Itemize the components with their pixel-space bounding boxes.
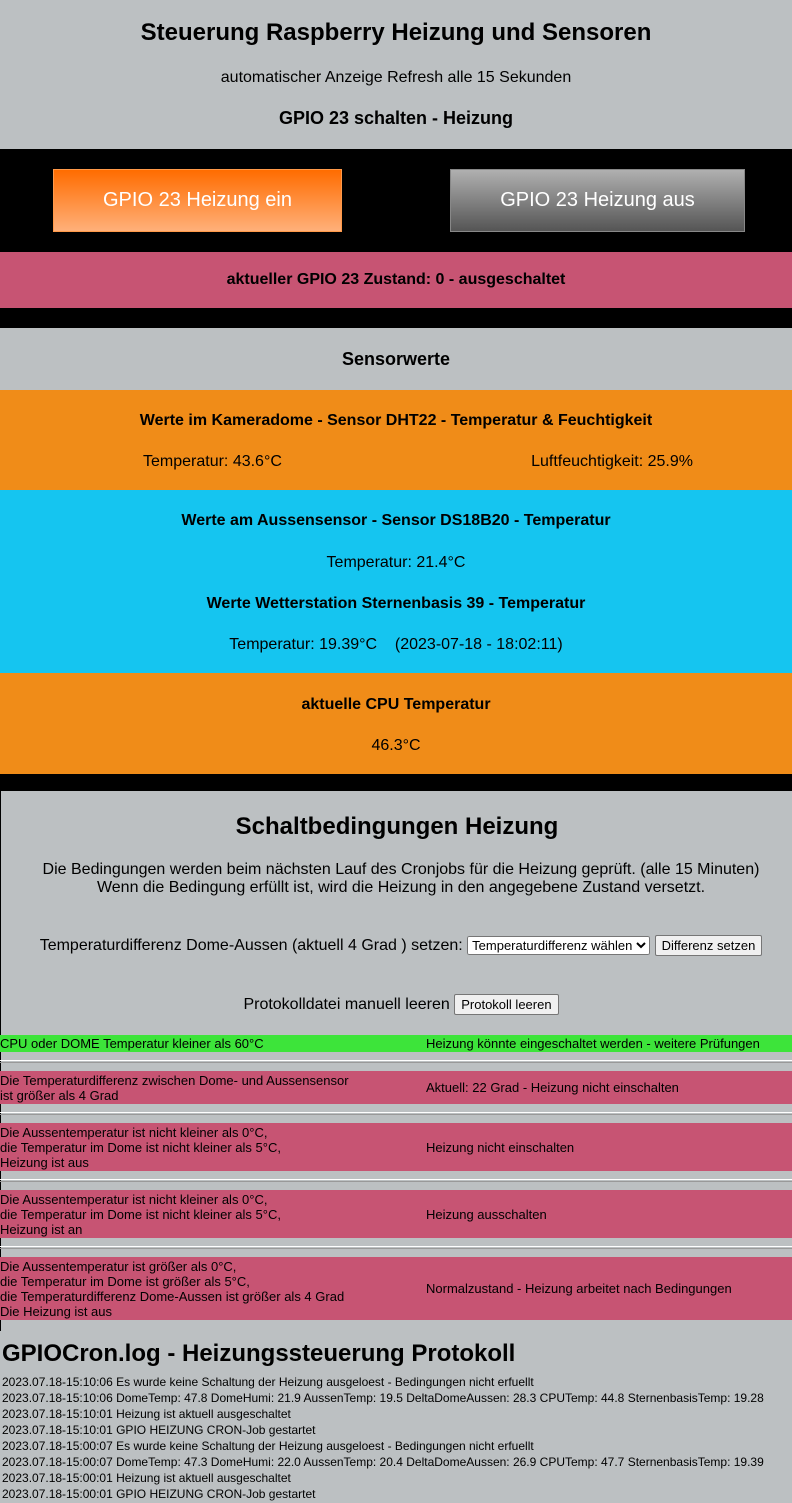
description-line: Wenn die Bedingung erfüllt ist, wird die Heizung in den angegebene Zustand versetzt. [96, 879, 706, 896]
log-line: 2023.07.18-15:00:07 Es wurde keine Schaltung der Heizung ausgeloest - Bedingungen nicht erfuellt [2, 1439, 534, 1453]
condition-text [0, 1259, 426, 1319]
station-title: Werte Wetterstation Sternenbasis 39 - Temperatur [206, 595, 586, 612]
page-title: Steuerung Raspberry Heizung und Sensoren [140, 19, 652, 46]
condition-text [0, 1192, 426, 1237]
dome-sensor-panel [0, 390, 792, 490]
condition-line: Heizung ist an [0, 1221, 83, 1237]
log-line: 2023.07.18-15:10:06 DomeTemp: 47.8 DomeHumi: 21.9 AussenTemp: 19.5 DeltaDomeAussen: 28.3 CPUTemp: 44.8 SternenbasisTemp: 19.28 [2, 1391, 764, 1405]
condition-row [0, 1035, 792, 1052]
condition-line: Die Heizung ist aus [0, 1303, 112, 1319]
dome-temperature: Temperatur: 43.6°C [143, 453, 282, 470]
condition-line: ist größer als 4 Grad [0, 1087, 119, 1103]
station-timestamp: (2023-07-18 - 18:02:11) [394, 636, 563, 653]
condition-line: Die Aussentemperatur ist nicht kleiner als 0°C, [0, 1191, 268, 1207]
outside-title: Werte am Aussensensor - Sensor DS18B20 - Temperatur [181, 512, 611, 529]
difference-select[interactable] [467, 936, 650, 955]
sensor-heading: Sensorwerte [0, 328, 792, 390]
dome-title: Werte im Kameradome - Sensor DHT22 - Temperatur & Feuchtigkeit [139, 412, 653, 429]
conditions-description [1, 861, 792, 897]
divider [0, 1060, 792, 1063]
condition-result: Heizung nicht einschalten [426, 1139, 575, 1155]
outside-sensor-panel [0, 490, 792, 673]
conditions-heading: Schaltbedingungen Heizung [235, 813, 559, 840]
condition-line: CPU oder DOME Temperatur kleiner als 60°C [0, 1036, 264, 1051]
log-line: 2023.07.18-15:10:01 Heizung ist aktuell ausgeschaltet [2, 1407, 291, 1421]
header [0, 0, 792, 149]
condition-line: Heizung ist aus [0, 1154, 89, 1170]
condition-line: die Temperatur im Dome ist größer als 5°C, [0, 1273, 250, 1289]
button-bar [0, 149, 792, 252]
condition-line: die Temperatur im Dome ist nicht kleiner als 5°C, [0, 1206, 281, 1222]
heating-off-button[interactable]: GPIO 23 Heizung aus [450, 169, 745, 232]
log-line: 2023.07.18-15:10:01 GPIO HEIZUNG CRON-Job gestartet [2, 1423, 316, 1437]
heating-on-button[interactable]: GPIO 23 Heizung ein [53, 169, 342, 232]
condition-result: Heizung könnte eingeschaltet werden - weitere Prüfungen [426, 1036, 760, 1051]
condition-result: Heizung ausschalten [426, 1206, 547, 1222]
difference-label: Temperaturdifferenz Dome-Aussen (aktuell 4 Grad ) setzen: [39, 937, 463, 954]
gpio-title: GPIO 23 schalten - Heizung [278, 108, 514, 128]
gpio-state: aktueller GPIO 23 Zustand: 0 - ausgeschaltet [0, 252, 792, 308]
condition-line: Die Aussentemperatur ist größer als 0°C, [0, 1258, 237, 1274]
condition-line: die Temperaturdifferenz Dome-Aussen ist größer als 4 Grad [0, 1288, 345, 1304]
condition-text [0, 1125, 426, 1170]
log-line: 2023.07.18-15:00:07 DomeTemp: 47.3 DomeHumi: 22.0 AussenTemp: 20.4 DeltaDomeAussen: 26.9 CPUTemp: 47.7 SternenbasisTemp: 19.39 [2, 1455, 764, 1469]
log-line: 2023.07.18-15:00:01 GPIO HEIZUNG CRON-Job gestartet [2, 1487, 316, 1501]
condition-row [0, 1123, 792, 1171]
divider [0, 308, 792, 328]
divider [0, 774, 792, 791]
station-reading [0, 636, 792, 654]
condition-row [0, 1190, 792, 1238]
condition-line: Die Temperaturdifferenz zwischen Dome- und Aussensensor [0, 1072, 349, 1088]
condition-line: die Temperatur im Dome ist nicht kleiner als 5°C, [0, 1139, 281, 1155]
log-section [2, 1340, 792, 1502]
cpu-title: aktuelle CPU Temperatur [301, 696, 491, 713]
log-line: 2023.07.18-15:10:06 Es wurde keine Schaltung der Heizung ausgeloest - Bedingungen nicht erfuellt [2, 1375, 534, 1389]
divider [0, 1112, 792, 1115]
outside-temperature: Temperatur: 21.4°C [326, 554, 466, 571]
condition-text [0, 1073, 426, 1103]
condition-row [0, 1071, 792, 1104]
difference-row [1, 935, 792, 956]
station-temperature: Temperatur: 19.39°C [229, 636, 378, 653]
protocol-row [1, 994, 792, 1015]
divider [0, 1246, 792, 1249]
condition-text [0, 1036, 426, 1051]
dome-humidity: Luftfeuchtigkeit: 25.9% [531, 453, 693, 470]
condition-line: Die Aussentemperatur ist nicht kleiner als 0°C, [0, 1124, 268, 1140]
divider [0, 1179, 792, 1182]
log-heading: GPIOCron.log - Heizungssteuerung Protokoll [2, 1340, 516, 1367]
cpu-panel [0, 673, 792, 774]
set-difference-button[interactable]: Differenz setzen [655, 935, 763, 956]
refresh-note: automatischer Anzeige Refresh alle 15 Sekunden [220, 69, 572, 86]
cpu-temperature: 46.3°C [371, 737, 421, 754]
condition-result: Normalzustand - Heizung arbeitet nach Bedingungen [426, 1281, 732, 1296]
protocol-label: Protokolldatei manuell leeren [243, 996, 450, 1013]
clear-protocol-button[interactable]: Protokoll leeren [454, 994, 558, 1015]
description-line: Die Bedingungen werden beim nächsten Lauf des Cronjobs für die Heizung geprüft. (alle 15 Minuten) [42, 861, 760, 878]
log-line: 2023.07.18-15:00:01 Heizung ist aktuell ausgeschaltet [2, 1471, 291, 1485]
condition-row [0, 1257, 792, 1320]
condition-result: Aktuell: 22 Grad - Heizung nicht einschalten [426, 1080, 679, 1095]
